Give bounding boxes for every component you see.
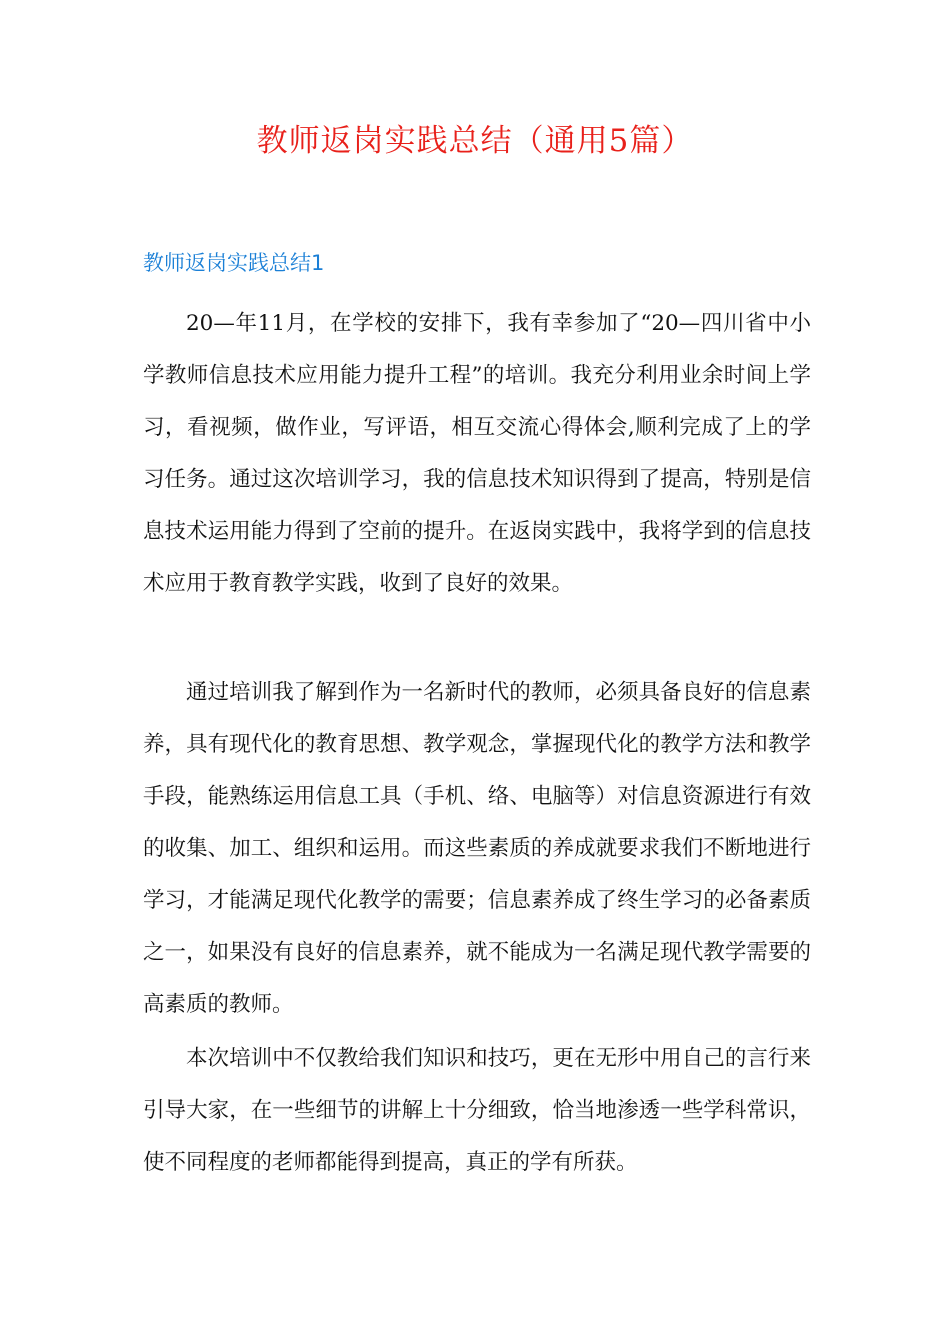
body-paragraph-2: 通过培训我了解到作为一名新时代的教师，必须具备良好的信息素养，具有现代化的教育思想、教学观念，掌握现代化的教学方法和教学手段，能熟练运用信息工具（手机、络、电脑等）对信息资源进行有效的收集、加工、组织和运用。而这些素质的养成就要求我们不断地进行学习，才能满足现代化教学的需要；信息素养成了终生学习的必备素质之一，如果没有良好的信息素养，就不能成为一名满足现代教学需要的高素质的教师。 bbox=[143, 680, 811, 1017]
document-title: 教师返岗实践总结（通用5篇） bbox=[256, 123, 694, 159]
body-paragraph-3: 本次培训中不仅教给我们知识和技巧，更在无形中用自己的言行来引导大家，在一些细节的讲解上十分细致，恰当地渗透一些学科常识，使不同程度的老师都能得到提高，真正的学有所获。 bbox=[143, 1046, 811, 1175]
section-heading: 教师返岗实践总结1 bbox=[143, 251, 325, 275]
body-paragraph-1: 20—年11月，在学校的安排下，我有幸参加了“20—四川省中小学教师信息技术应用能力提升工程”的培训。我充分利用业余时间上学习，看视频，做作业，写评语，相互交流心得体会,顺利完成了上的学习任务。通过这次培训学习，我的信息技术知识得到了提高，特别是信息技术运用能力得到了空前的提升。在返岗实践中，我将学到的信息技术应用于教育教学实践，收到了良好的效果。 bbox=[143, 311, 811, 596]
